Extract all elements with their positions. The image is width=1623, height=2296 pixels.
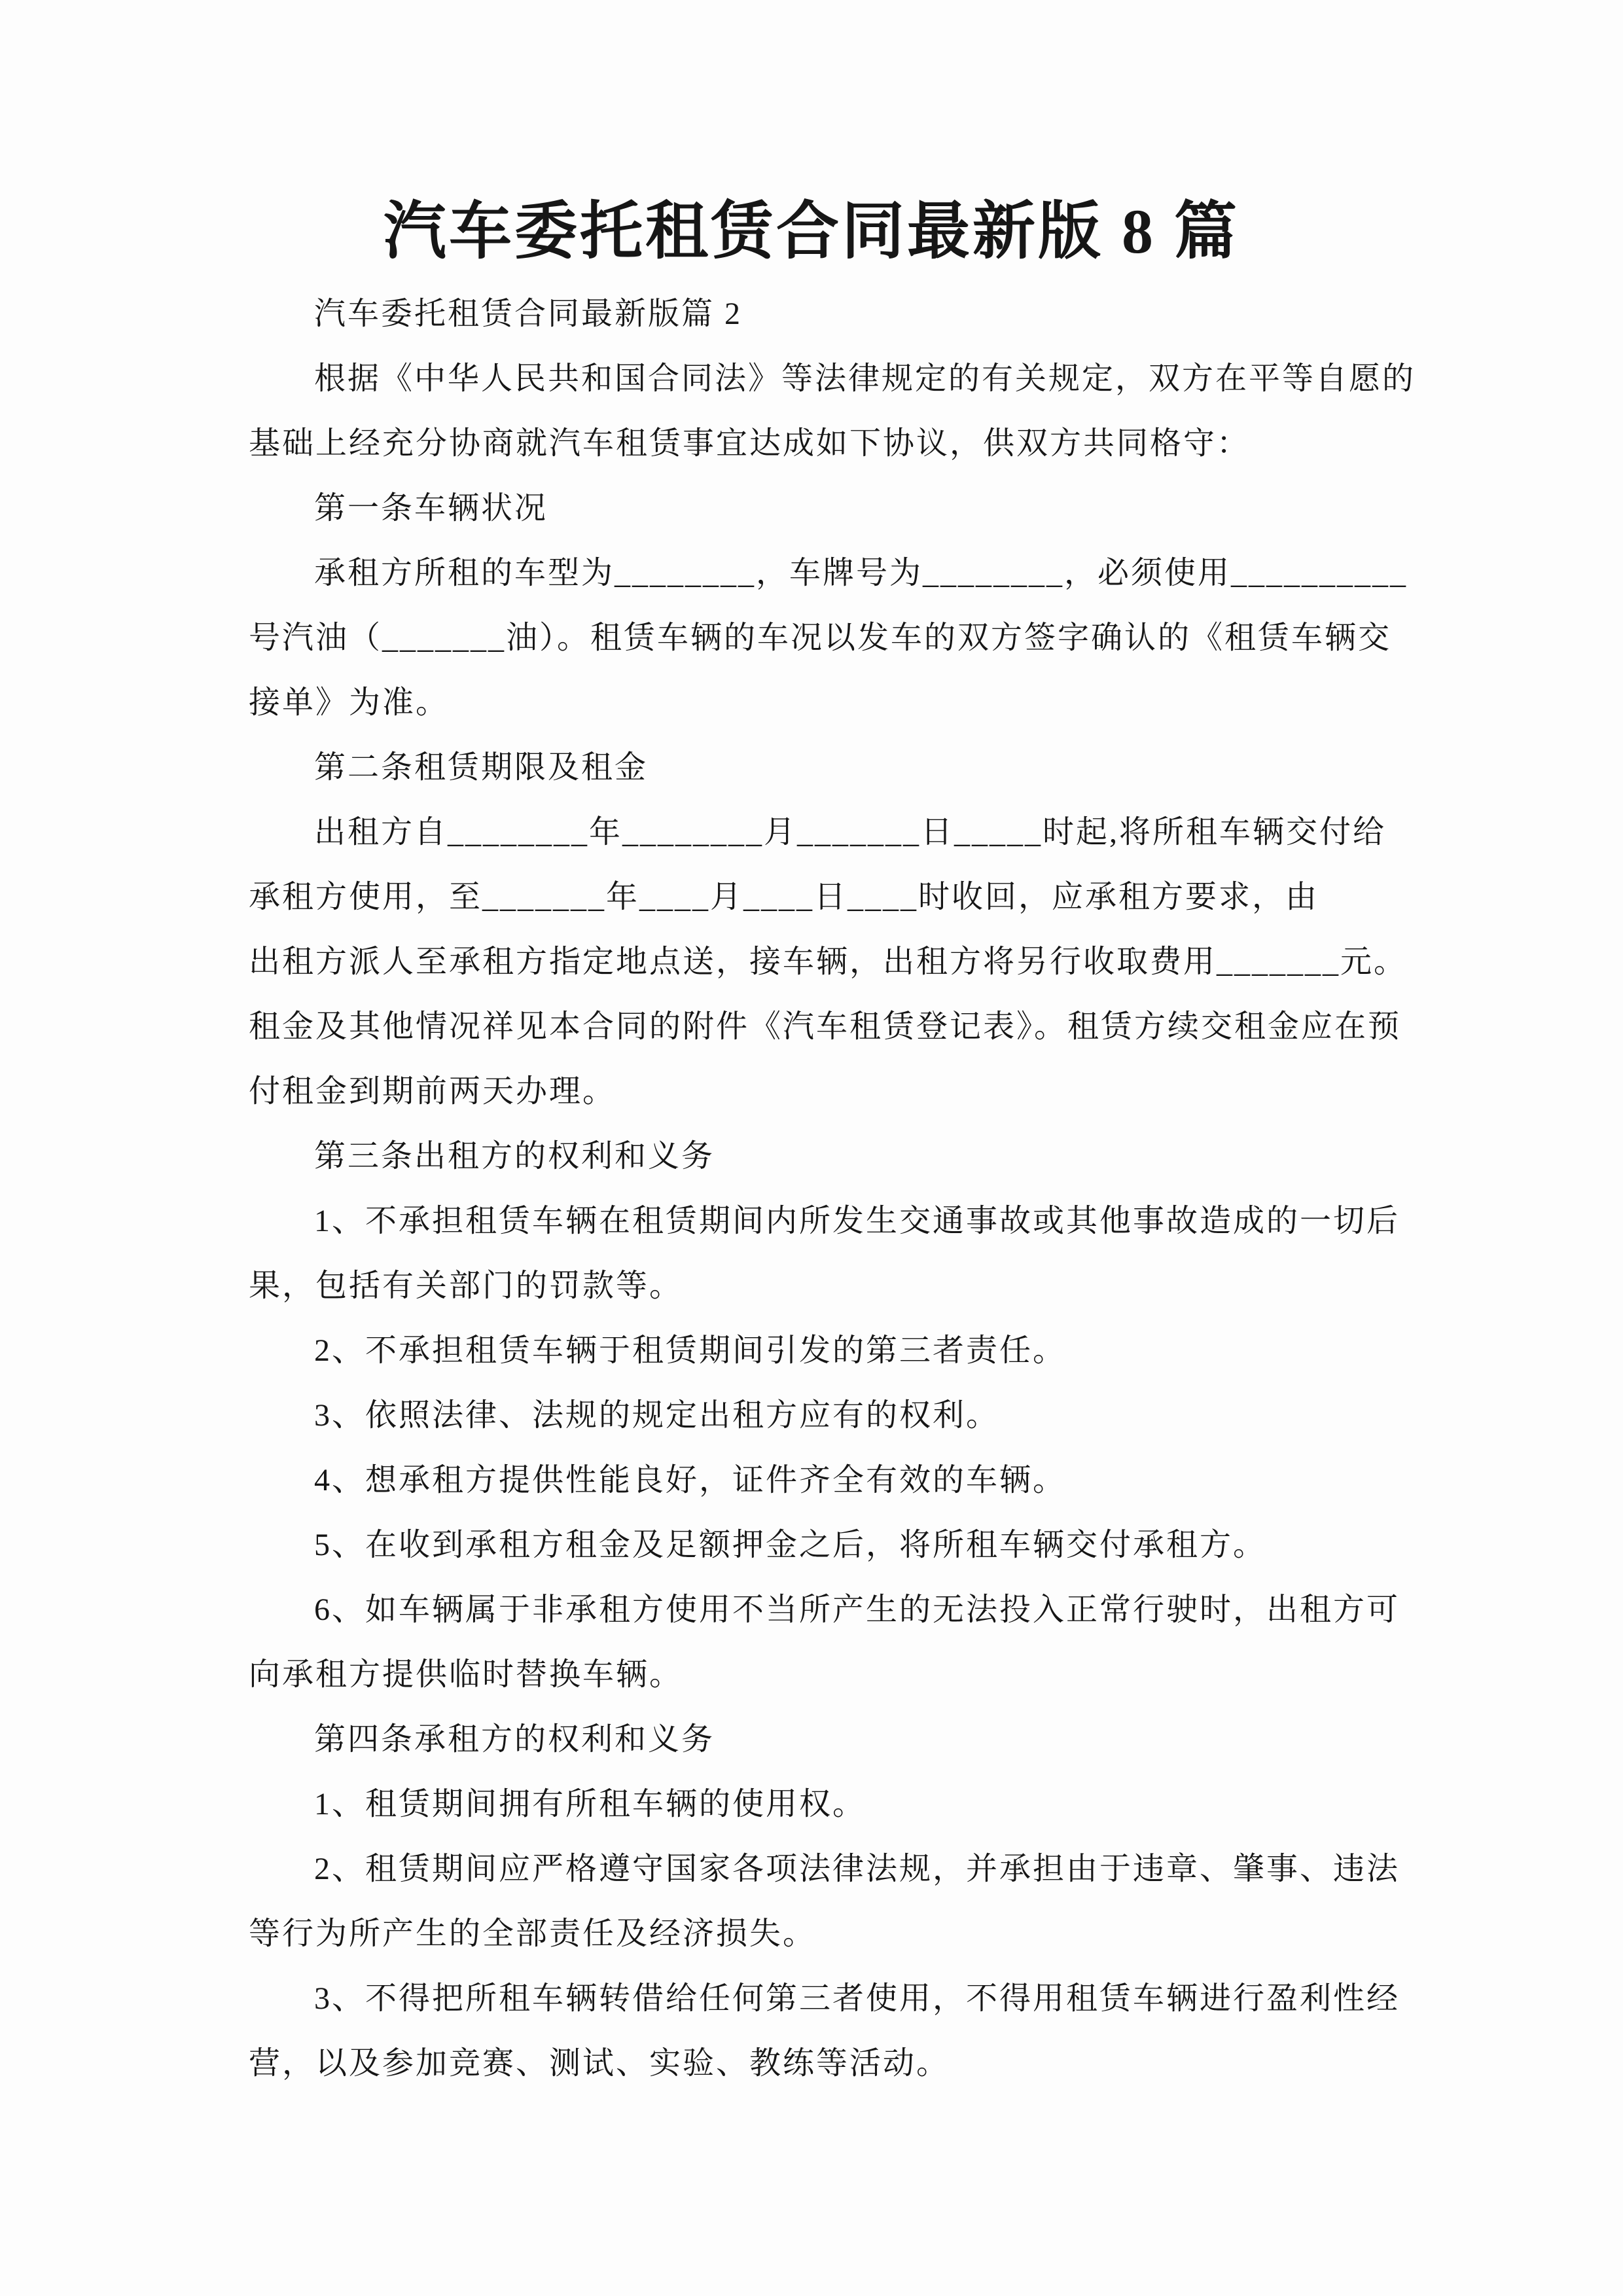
text-line: 3、不得把所租车辆转借给任何第三者使用，不得用租赁车辆进行盈利性经 (314, 1981, 1400, 2016)
text-line: 付租金到期前两天办理。 (249, 1074, 616, 1109)
text-line: 租金及其他情况祥见本合同的附件《汽车租赁登记表》。租赁方续交租金应在预 (249, 1009, 1402, 1044)
text-line: 4、想承租方提供性能良好，证件齐全有效的车辆。 (314, 1463, 1067, 1498)
text-line: 1、不承担租赁车辆在租赁期间内所发生交通事故或其他事故造成的一切后 (314, 1204, 1400, 1238)
text-line: 基础上经充分协商就汽车租赁事宜达成如下协议，供双方共同格守： (249, 426, 1251, 461)
text-line: 2、不承担租赁车辆于租赁期间引发的第三者责任。 (314, 1333, 1067, 1368)
text-line: 第二条租赁期限及租金 (314, 750, 649, 785)
text-line: 2、租赁期间应严格遵守国家各项法律法规，并承担由于违章、肇事、违法 (314, 1852, 1400, 1886)
page-title: 汽车委托租赁合同最新版 8 篇 (383, 196, 1240, 266)
document-subtitle: 汽车委托租赁合同最新版篇 2 (314, 296, 743, 331)
text-line: 承租方使用，至_______年____月____日____时收回，应承租方要求，由 (249, 880, 1319, 914)
text-line: 第四条承租方的权利和义务 (314, 1722, 715, 1757)
text-line: 果，包括有关部门的罚款等。 (249, 1268, 683, 1303)
text-line: 1、租赁期间拥有所租车辆的使用权。 (314, 1787, 866, 1821)
text-line: 等行为所产生的全部责任及经济损失。 (249, 1916, 817, 1951)
text-line: 向承租方提供临时替换车辆。 (249, 1657, 683, 1692)
text-line: 3、依照法律、法规的规定出租方应有的权利。 (314, 1398, 1000, 1433)
document-body (249, 281, 1416, 2096)
text-line: 6、如车辆属于非承租方使用不当所产生的无法投入正常行驶时，出租方可 (314, 1592, 1400, 1627)
text-line: 承租方所租的车型为________，车牌号为________，必须使用__________ (314, 556, 1408, 590)
text-line: 第一条车辆状况 (314, 491, 548, 526)
text-line: 接单》为准。 (249, 685, 450, 720)
text-line: 出租方自________年________月_______日_____时起,将所租车辆交付给 (314, 815, 1387, 850)
text-line: 5、在收到承租方租金及足额押金之后，将所租车辆交付承租方。 (314, 1528, 1267, 1562)
text-line: 第三条出租方的权利和义务 (314, 1139, 715, 1174)
text-line: 根据《中华人民共和国合同法》等法律规定的有关规定，双方在平等自愿的 (314, 361, 1416, 396)
text-line: 营，以及参加竞赛、测试、实验、教练等活动。 (249, 2046, 950, 2081)
text-line: 出租方派人至承租方指定地点送，接车辆，出租方将另行收取费用_______元。 (249, 944, 1408, 979)
text-line: 号汽油（_______油）。租赁车辆的车况以发车的双方签字确认的《租赁车辆交 (249, 620, 1392, 655)
